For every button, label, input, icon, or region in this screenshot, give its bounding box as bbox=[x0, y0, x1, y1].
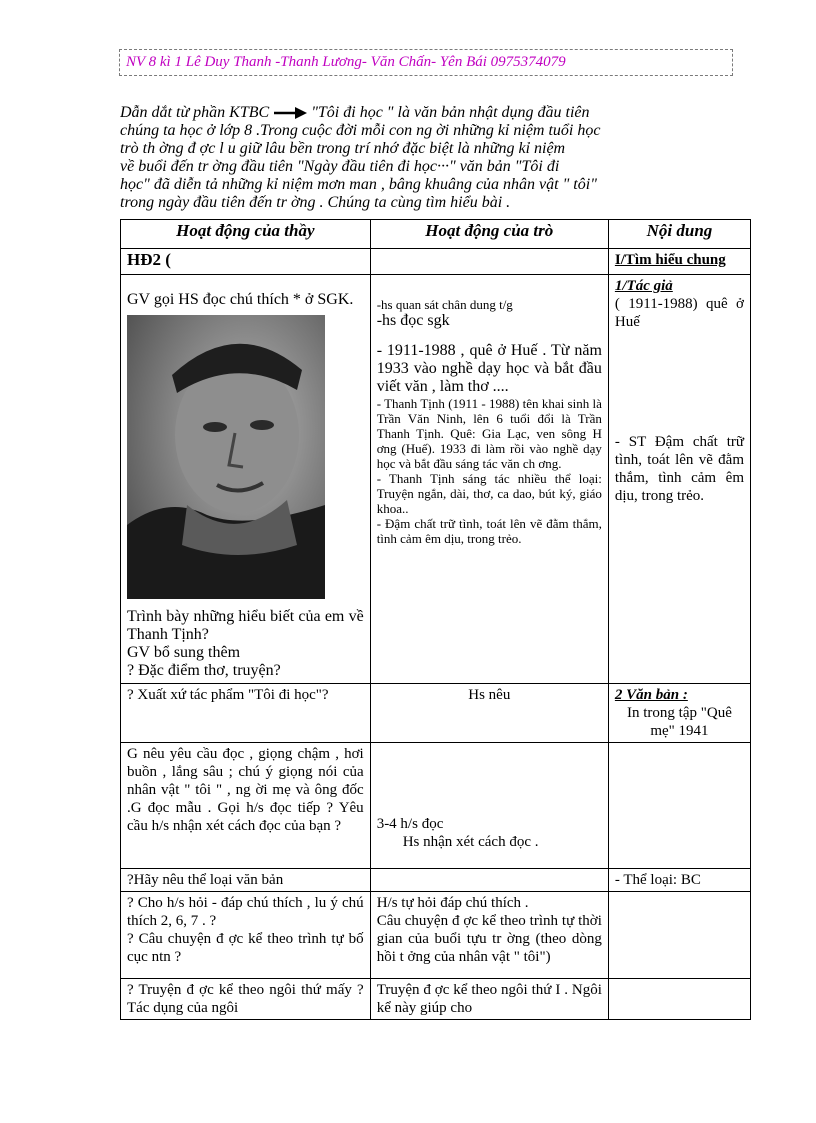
table-row bbox=[121, 249, 751, 275]
header-student: Hoạt động của trò bbox=[370, 220, 608, 249]
table-row: ?Hãy nêu thể loại văn bản - Thể loại: BC bbox=[121, 869, 751, 892]
lesson-table bbox=[120, 219, 751, 1020]
intro-line-2: chúng ta học ở lớp 8 .Trong cuộc đời mỗi con ng ời những kỉ niệm tuổi học bbox=[120, 122, 601, 139]
header-text: NV 8 kì 1 Lê Duy Thanh -Thanh Lương- Văn Chấn- Yên Bái 0975374079 bbox=[126, 54, 566, 70]
page-header bbox=[119, 49, 733, 76]
table-row: ? Truyện đ ợc kể theo ngôi thứ mấy ? Tác dụng của ngôi Truyện đ ợc kể theo ngôi thứ I . Ngôi kể này giúp cho bbox=[121, 979, 751, 1020]
section-title: I/Tìm hiểu chung bbox=[608, 249, 750, 275]
header-content: Nội dung bbox=[608, 220, 750, 249]
content-cell: 1/Tác giả ( 1911-1988) quê ở Huế - ST Đậm chất trữ tình, toát lên vẽ đằm thắm, tình cảm êm dịu, trong trẻo. bbox=[608, 275, 750, 684]
table-row: ? Xuất xứ tác phẩm "Tôi đi học"? Hs nêu 2 Văn bản : In trong tập "Quê mẹ" 1941 bbox=[121, 684, 751, 743]
intro-line-1: Dẫn dắt từ phần KTBC "Tôi đi học " là văn bản nhật dụng đầu tiên bbox=[120, 104, 590, 121]
table-header-row bbox=[121, 220, 751, 249]
intro-line-4: về buổi đến tr ờng đầu tiên "Ngày đầu tiên đi học···" văn bản "Tôi đi bbox=[120, 158, 560, 175]
right-arrow-icon bbox=[273, 107, 307, 119]
intro-line-6: trong ngày đầu tiên đến tr ờng . Chúng ta cùng tìm hiểu bài . bbox=[120, 194, 511, 211]
intro-line-3: trò th ờng đ ợc l u giữ lâu bền trong trí nhớ đặc biệt là những kỉ niệm bbox=[120, 140, 566, 157]
teacher-cell: GV gọi HS đọc chú thích * ở SGK. Trình bày những hiểu biết của em về Thanh Tịnh? GV bổ sung thêm ? Đặc điểm thơ, truyện? bbox=[121, 275, 371, 684]
author-portrait bbox=[127, 315, 325, 599]
table-row: ? Cho h/s hỏi - đáp chú thích , lu ý chú thích 2, 6, 7 . ? ? Câu chuyện đ ợc kể theo trình tự bố cục ntn ? H/s tự hỏi đáp chú thích . Câu chuyện đ ợc kể theo trình tự thời gian của buổi tựu tr ờng (theo dòng hồi t ởng của nhân vật " tôi") bbox=[121, 892, 751, 979]
table-row: G nêu yêu cầu đọc , giọng chậm , hơi buồn , lắng sâu ; chú ý giọng nói của nhân vật " tôi " , ng ời mẹ và ông đốc .G đọc mẫu . Gọi h/s đọc tiếp ? Yêu cầu h/s nhận xét cách đọc của bạn ? 3-4 h/s đọc Hs nhận xét cách đọc . bbox=[121, 743, 751, 869]
activity-label: HĐ2 ( bbox=[121, 249, 371, 275]
header-teacher: Hoạt động của thầy bbox=[121, 220, 371, 249]
intro-paragraph bbox=[120, 104, 712, 212]
intro-line-5: học" đã diễn tả những kỉ niệm mơn man , bâng khuâng của nhân vật " tôi" bbox=[120, 176, 597, 193]
student-cell: -hs quan sát chân dung t/g -hs đọc sgk - 1911-1988 , quê ở Huế . Từ năm 1933 vào nghề dạy học và bắt đầu viết văn , làm thơ .... - Thanh Tịnh (1911 - 1988) tên khai sinh là Trần Văn Ninh, lên 6 tuổi đổi là Trần Thanh Tịnh. Quê: Gia Lạc, ven sông H ơng (Huế). 1933 đi làm rồi vào nghề dạy học và bắt đầu sáng tác văn ch ơng. - Thanh Tịnh sáng tác nhiều thể loại: Truyện ngắn, dài, thơ, ca dao, bút ký, giáo khoa.. - Đậm chất trữ tình, toát lên vẽ đằm thắm, tình cảm êm dịu, trong trẻo. bbox=[370, 275, 608, 684]
table-row bbox=[121, 275, 751, 684]
